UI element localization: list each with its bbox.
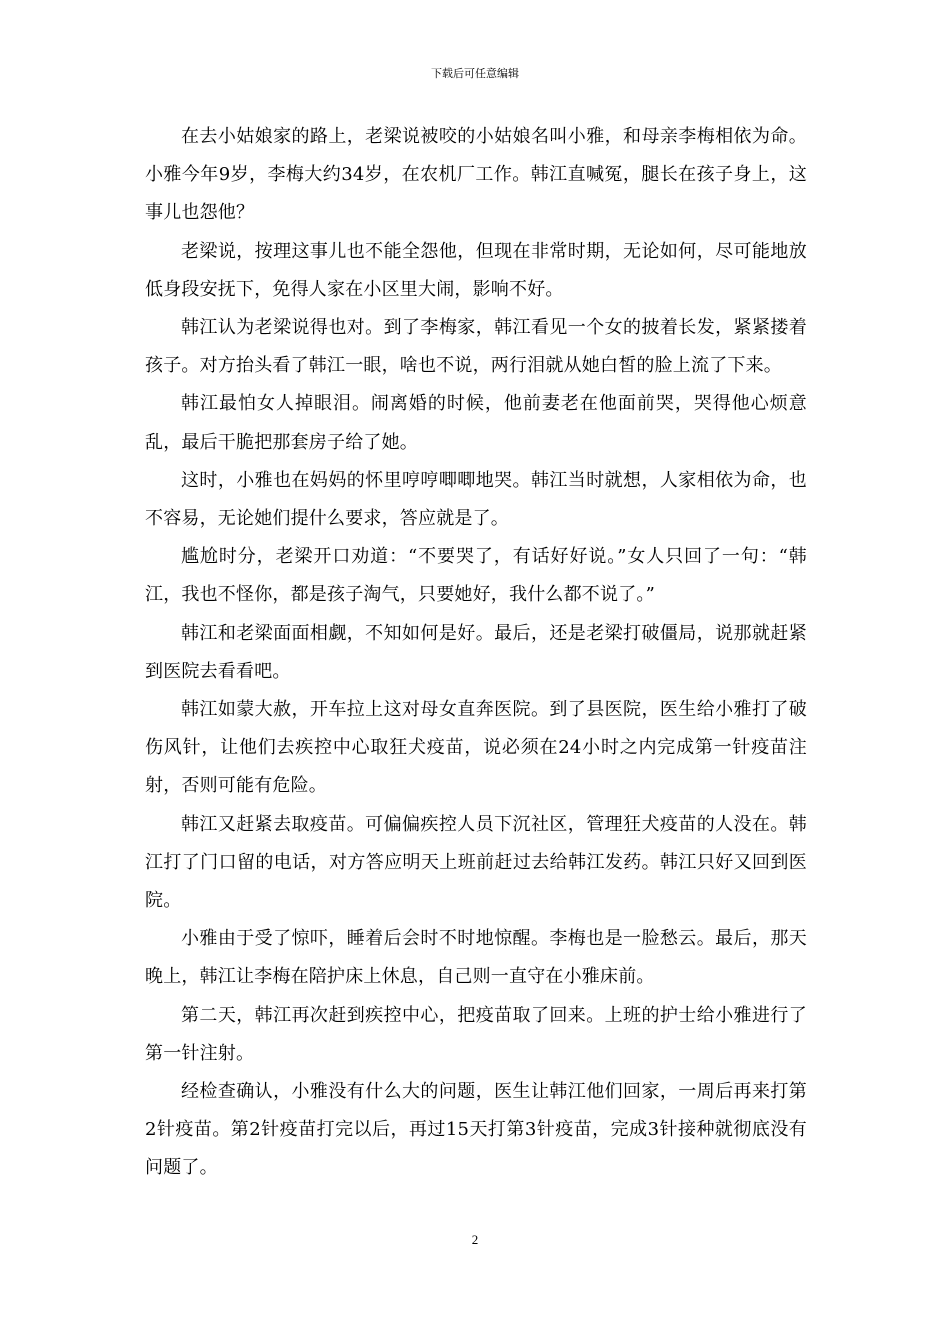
- paragraph: 小雅由于受了惊吓，睡着后会时不时地惊醒。李梅也是一脸愁云。最后，那天晚上，韩江让李梅在陪护床上休息，自己则一直守在小雅床前。: [145, 928, 807, 988]
- paragraph: 经检查确认，小雅没有什么大的问题，医生让韩江他们回家，一周后再来打第2针疫苗。第2针疫苗打完以后，再过15天打第3针疫苗，完成3针接种就彻底没有问题了。: [145, 1081, 807, 1179]
- paragraph: 尴尬时分，老梁开口劝道：“不要哭了，有话好好说。”女人只回了一句：“韩江，我也不怪你，都是孩子淘气，只要她好，我什么都不说了。”: [145, 546, 807, 606]
- page-header: 下载后可任意编辑: [431, 67, 519, 80]
- paragraph: 韩江又赶紧去取疫苗。可偏偏疾控人员下沉社区，管理狂犬疫苗的人没在。韩江打了门口留的电话，对方答应明天上班前赶过去给韩江发药。韩江只好又回到医院。: [145, 813, 807, 912]
- page-number: 2: [471, 1232, 479, 1247]
- paragraph: 在去小姑娘家的路上，老梁说被咬的小姑娘名叫小雅，和母亲李梅相依为命。小雅今年9岁，李梅大约34岁，在农机厂工作。韩江直喊冤，腿长在孩子身上，这事儿也怨他？: [145, 126, 807, 224]
- paragraph: 韩江最怕女人掉眼泪。闹离婚的时候，他前妻老在他面前哭，哭得他心烦意乱，最后干脆把那套房子给了她。: [145, 393, 807, 453]
- paragraph: 第二天，韩江再次赶到疾控中心，把疫苗取了回来。上班的护士给小雅进行了第一针注射。: [145, 1004, 807, 1064]
- paragraph: 韩江如蒙大赦，开车拉上这对母女直奔医院。到了县医院，医生给小雅打了破伤风针，让他们去疾控中心取狂犬疫苗，说必须在24小时之内完成第一针疫苗注射，否则可能有危险。: [145, 699, 807, 797]
- paragraph: 韩江认为老梁说得也对。到了李梅家，韩江看见一个女的披着长发，紧紧搂着孩子。对方抬头看了韩江一眼，啥也不说，两行泪就从她白皙的脸上流了下来。: [145, 317, 807, 377]
- paragraph: 韩江和老梁面面相觑，不知如何是好。最后，还是老梁打破僵局，说那就赶紧到医院去看看吧。: [145, 622, 807, 682]
- article-body: [145, 118, 807, 1188]
- paragraph: 老梁说，按理这事儿也不能全怨他，但现在非常时期，无论如何，尽可能地放低身段安抚下，免得人家在小区里大闹，影响不好。: [145, 240, 807, 300]
- paragraph: 这时，小雅也在妈妈的怀里哼哼唧唧地哭。韩江当时就想，人家相依为命，也不容易，无论她们提什么要求，答应就是了。: [145, 469, 807, 530]
